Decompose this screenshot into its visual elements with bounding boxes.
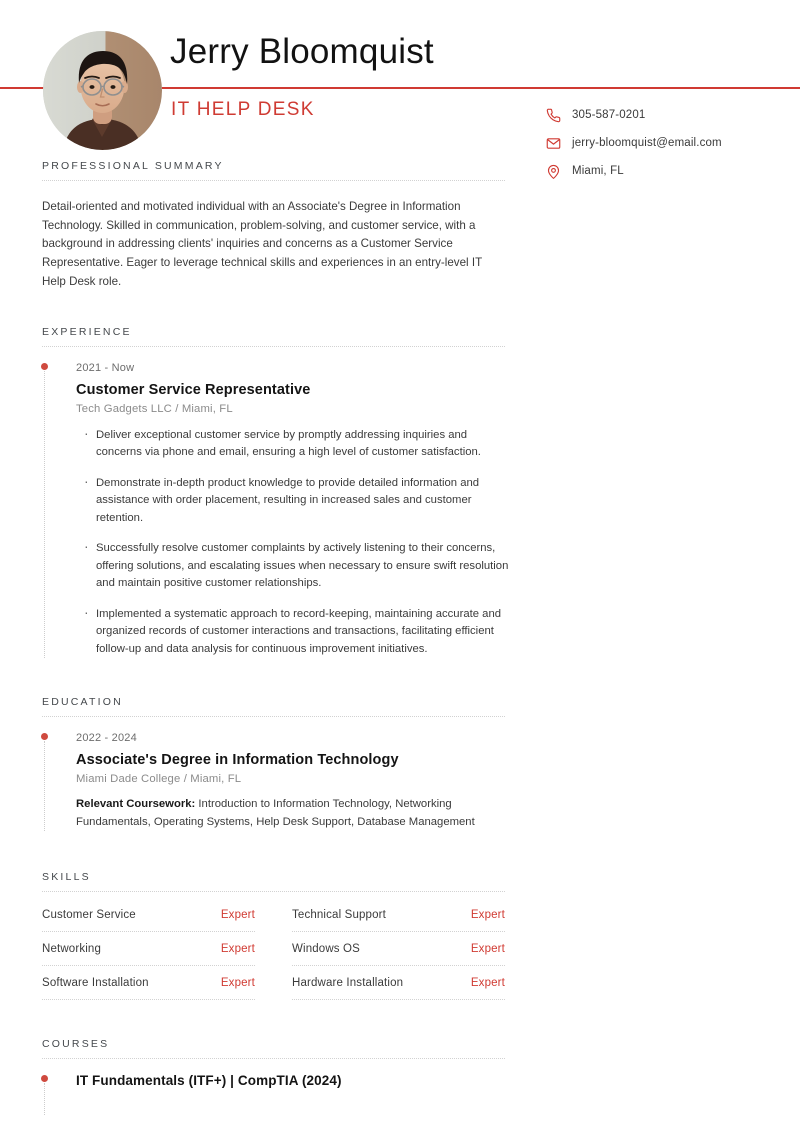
list-item: · Demonstrate in-depth product knowledge to provide detailed information and assistance with order placement, resulting in increased sales and customer retention. xyxy=(96,475,514,528)
contact-email-row[interactable] xyxy=(546,129,796,157)
section-professional-summary xyxy=(42,160,508,292)
job-role-subtitle: IT HELP DESK xyxy=(171,99,315,120)
skill-row xyxy=(292,898,505,932)
section-courses xyxy=(42,1000,508,1115)
education-entry xyxy=(42,717,508,831)
experience-entry xyxy=(42,347,508,659)
skill-row xyxy=(42,932,255,966)
education-school: Miami Dade College / Miami, FL xyxy=(76,773,242,786)
skills-grid xyxy=(42,892,505,1000)
timeline-line xyxy=(44,741,45,831)
skill-level: Expert xyxy=(220,943,255,956)
timeline-dot xyxy=(41,363,48,370)
education-date: 2022 - 2024 xyxy=(76,732,137,745)
experience-date: 2021 - Now xyxy=(76,361,135,374)
skill-row xyxy=(292,966,505,1000)
experience-company: Tech Gadgets LLC / Miami, FL xyxy=(76,402,233,415)
contact-block xyxy=(546,101,796,185)
section-title-summary: PROFESSIONAL SUMMARY xyxy=(42,160,224,172)
list-item: · Deliver exceptional customer service by promptly addressing inquiries and concerns via phone and email, ensuring a high level of customer satisfaction. xyxy=(96,427,514,462)
section-experience xyxy=(42,292,508,659)
course-title: IT Fundamentals (ITF+) | CompTIA (2024) xyxy=(76,1073,342,1089)
page-title: Jerry Bloomquist xyxy=(170,32,434,71)
skill-name: Software Installation xyxy=(42,977,149,990)
section-title-skills: SKILLS xyxy=(42,871,91,884)
section-title-experience: EXPERIENCE xyxy=(42,325,132,338)
skill-name: Customer Service xyxy=(42,909,136,922)
experience-bullet-list xyxy=(76,427,508,659)
coursework-text: Introduction to Information Technology, Networking Fundamentals, Operating Systems, Help Desk Support, Database Management xyxy=(76,798,475,828)
skill-row xyxy=(42,898,255,932)
education-coursework xyxy=(76,796,496,831)
skill-name: Technical Support xyxy=(292,909,386,922)
skill-level: Expert xyxy=(220,909,255,922)
resume-body xyxy=(42,160,508,1115)
skill-name: Hardware Installation xyxy=(292,977,404,990)
contact-email-text: jerry-bloomquist@email.com xyxy=(572,137,722,149)
skill-level: Expert xyxy=(470,977,505,990)
avatar xyxy=(43,31,162,150)
skill-row xyxy=(292,932,505,966)
coursework-label: Relevant Coursework: xyxy=(76,798,196,811)
contact-location-row[interactable] xyxy=(546,157,796,185)
timeline-dot xyxy=(41,1075,48,1082)
map-pin-icon xyxy=(546,162,566,180)
envelope-icon xyxy=(546,134,566,152)
education-degree: Associate's Degree in Information Technology xyxy=(76,752,399,769)
course-entry xyxy=(42,1059,508,1115)
timeline-line xyxy=(44,371,45,659)
skill-row xyxy=(42,966,255,1000)
timeline-dot xyxy=(41,733,48,740)
skill-level: Expert xyxy=(470,909,505,922)
contact-location-text: Miami, FL xyxy=(572,165,624,177)
section-title-education: EDUCATION xyxy=(42,696,123,709)
section-title-courses: COURSES xyxy=(42,1038,110,1051)
list-item: · Implemented a systematic approach to record-keeping, maintaining accurate and organized records of customer interactions and transactions, facilitating efficient follow-up and data analysis for continuous improvement initiatives. xyxy=(96,606,514,659)
skill-level: Expert xyxy=(470,943,505,956)
experience-job-title: Customer Service Representative xyxy=(76,381,311,398)
timeline-line xyxy=(44,1083,45,1115)
contact-phone-text: 305-587-0201 xyxy=(572,109,646,121)
summary-text: Detail-oriented and motivated individual with an Associate's Degree in Information Technology. Skilled in communication, problem-solving, and customer service, with a background in addressing clients' inquiries and concerns as a Customer Service Representative. Eager to leverage technical skills and experiences in an entry-level IT Help Desk role. xyxy=(42,200,482,288)
contact-phone-row[interactable] xyxy=(546,101,796,129)
skill-name: Windows OS xyxy=(292,943,360,956)
phone-icon xyxy=(546,106,566,124)
skill-level: Expert xyxy=(220,977,255,990)
list-item: · Successfully resolve customer complaints by actively listening to their concerns, offering solutions, and escalating issues when necessary to ensure swift resolution and maintain positive customer relationships. xyxy=(96,540,514,593)
section-education xyxy=(42,658,508,831)
section-skills xyxy=(42,831,508,1000)
skill-name: Networking xyxy=(42,943,102,956)
